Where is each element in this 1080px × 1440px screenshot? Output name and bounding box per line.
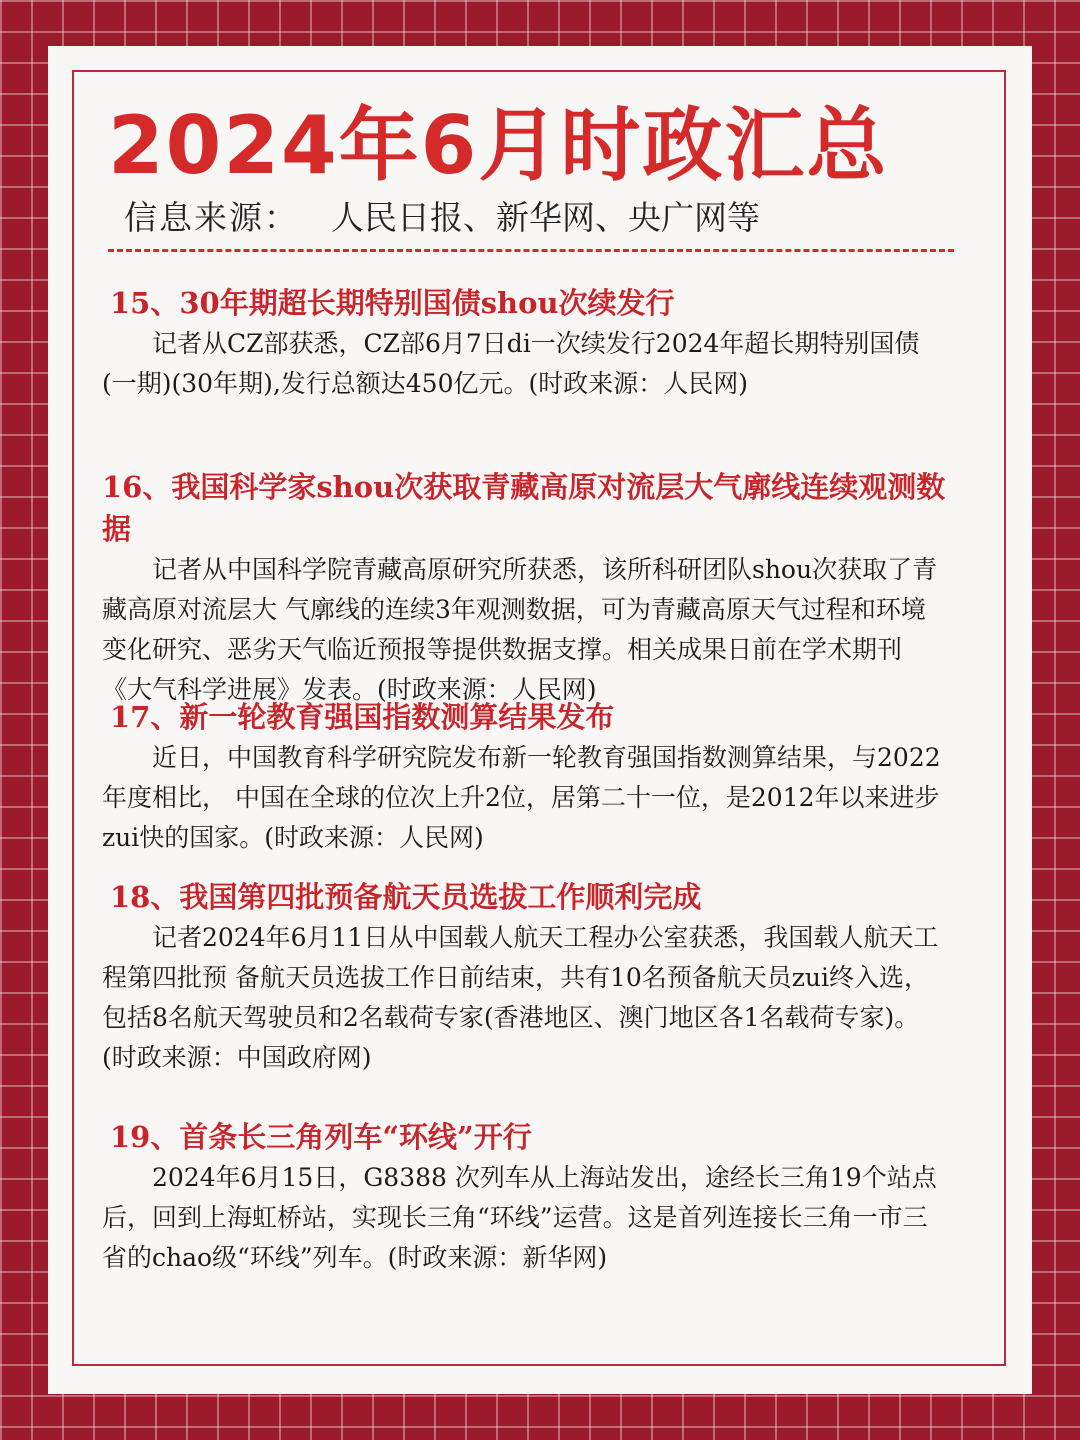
news-item-title: 18、我国第四批预备航天员选拔工作顺利完成 <box>110 880 702 914</box>
news-item-body: 2024年6月15日，G8388 次列车从上海站发出，途经长三角19个站点后，回到上海虹桥站，实现长三角“环线”运营。这是首列连接长三角一市三省的chao级“环线”列车。(时政来源：新华网) <box>102 1163 937 1272</box>
source-label: 信息来源： <box>124 198 299 237</box>
source-line <box>124 196 760 240</box>
news-item-15 <box>102 282 948 404</box>
content-card <box>48 46 1032 1394</box>
source-value: 人民日报、新华网、央广网等 <box>331 198 760 237</box>
news-item-18 <box>102 876 948 1078</box>
dashed-divider <box>108 249 954 252</box>
news-item-body: 记者2024年6月11日从中国载人航天工程办公室获悉，我国载人航天工程第四批预 备航天员选拔工作日前结束，共有10名预备航天员zui终入选，包括8名航天驾驶员和2名载荷专家(香港地区、澳门地区各1名载荷专家)。(时政来源：中国政府网) <box>102 923 939 1072</box>
news-item-19 <box>102 1116 948 1278</box>
news-item-body: 记者从中国科学院青藏高原研究所获悉，该所科研团队shou次获取了青藏高原对流层大 气廓线的连续3年观测数据，可为青藏高原天气过程和环境变化研究、恶劣天气临近预报等提供数据支撑。相关成果日前在学术期刊《大气科学进展》发表。(时政来源：人民网) <box>102 555 938 704</box>
news-item-title: 15、30年期超长期特别国债shou次续发行 <box>110 286 675 320</box>
page-title: 2024年6月时政汇总 <box>108 99 889 192</box>
news-item-17 <box>102 696 948 858</box>
news-item-body: 记者从CZ部获悉，CZ部6月7日di一次续发行2024年超长期特别国债(一期)(30年期),发行总额达450亿元。(时政来源：人民网) <box>102 329 920 398</box>
news-item-body: 近日，中国教育科学研究院发布新一轮教育强国指数测算结果，与2022年度相比， 中国在全球的位次上升2位，居第二十一位，是2012年以来进步zui快的国家。(时政来源：人民网) <box>102 743 941 852</box>
news-item-title: 19、首条长三角列车“环线”开行 <box>110 1120 532 1154</box>
news-item-title: 17、新一轮教育强国指数测算结果发布 <box>110 700 615 734</box>
news-item-16 <box>102 466 948 710</box>
news-item-title: 16、我国科学家shou次获取青藏高原对流层大气廓线连续观测数据 <box>102 470 946 546</box>
